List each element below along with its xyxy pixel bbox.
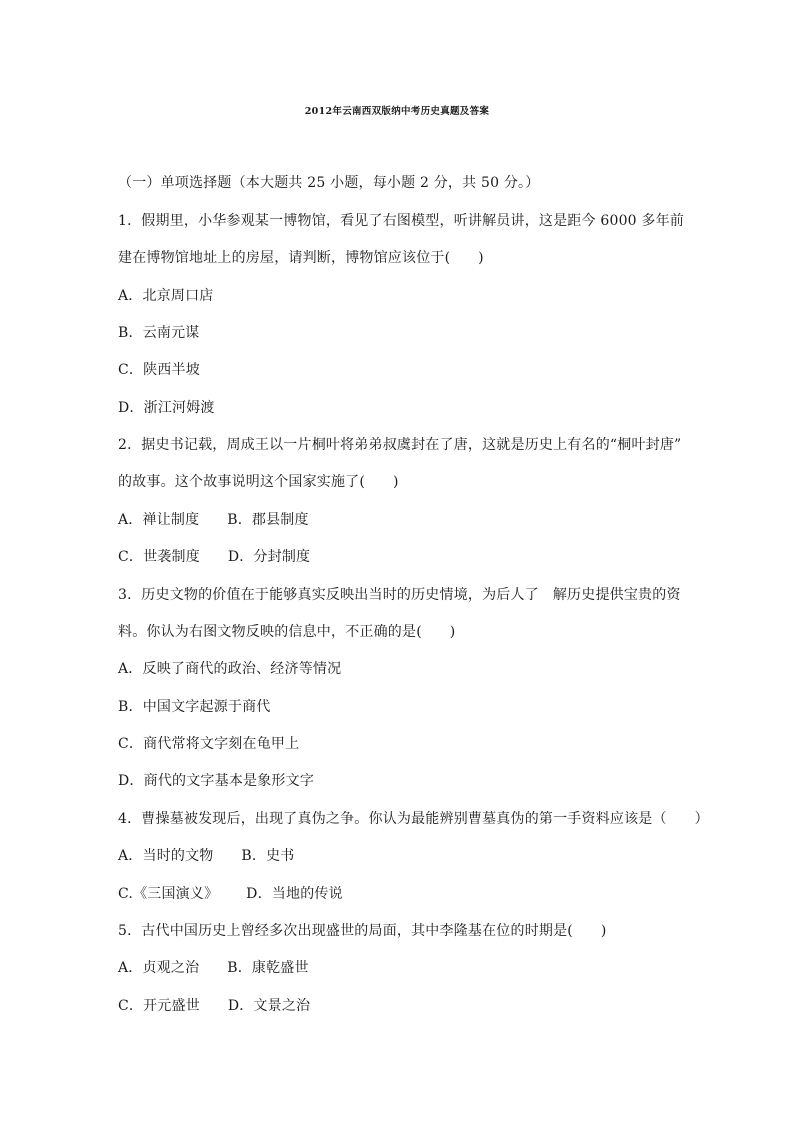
question-3-option-b: B．中国文字起源于商代 (118, 699, 271, 715)
question-4-options-cd: C.《三国演义》 D．当地的传说 (118, 886, 343, 902)
question-1-line-2: 建在博物馆地址上的房屋，请判断，博物馆应该位于( ) (118, 250, 484, 266)
question-1-line-1: 1．假期里，小华参观某一博物馆，看见了右图模型，听讲解员讲，这是距今 6000 多年前 (118, 213, 685, 229)
question-5-options-cd: C．开元盛世 D．文景之治 (118, 998, 311, 1014)
question-3-line-2: 料。你认为右图文物反映的信息中，不正确的是( ) (118, 624, 456, 640)
page-title: 2012年云南西双版纳中考历史真题及答案 (304, 106, 490, 117)
question-4-line-1: 4．曹操墓被发现后，出现了真伪之争。你认为最能辨别曹墓真伪的第一手资料应该是（ ） (118, 811, 709, 827)
question-2-line-2: 的故事。这个故事说明这个国家实施了( ) (118, 474, 399, 490)
question-1-option-c: C．陕西半坡 (118, 362, 200, 378)
question-1-option-d: D．浙江河姆渡 (118, 400, 215, 416)
question-2-options-ab: A．禅让制度 B．郡县制度 (118, 512, 309, 528)
question-2-options-cd: C．世袭制度 D．分封制度 (118, 549, 311, 565)
question-3-option-c: C．商代常将文字刻在龟甲上 (118, 736, 300, 752)
question-2-line-1: 2．据史书记载，周成王以一片桐叶将弟弟叔虞封在了唐，这就是历史上有名的“桐叶封唐” (118, 437, 682, 453)
question-5-options-ab: A．贞观之治 B．康乾盛世 (118, 960, 309, 976)
question-1-option-b: B．云南元谋 (118, 325, 200, 341)
section-header: （一）单项选择题（本大题共 25 小题，每小题 2 分，共 50 分。） (118, 175, 540, 191)
question-3-option-a: A．反映了商代的政治、经济等情况 (118, 661, 342, 677)
question-3-option-d: D．商代的文字基本是象形文字 (118, 773, 315, 789)
question-1-option-a: A．北京周口店 (118, 288, 214, 304)
question-4-options-ab: A．当时的文物 B．史书 (118, 848, 295, 864)
question-3-line-1: 3．历史文物的价值在于能够真实反映出当时的历史情境，为后人了 解历史提供宝贵的资 (118, 587, 681, 603)
question-5-line-1: 5．古代中国历史上曾经多次出现盛世的局面，其中李隆基在位的时期是( ) (118, 923, 607, 939)
